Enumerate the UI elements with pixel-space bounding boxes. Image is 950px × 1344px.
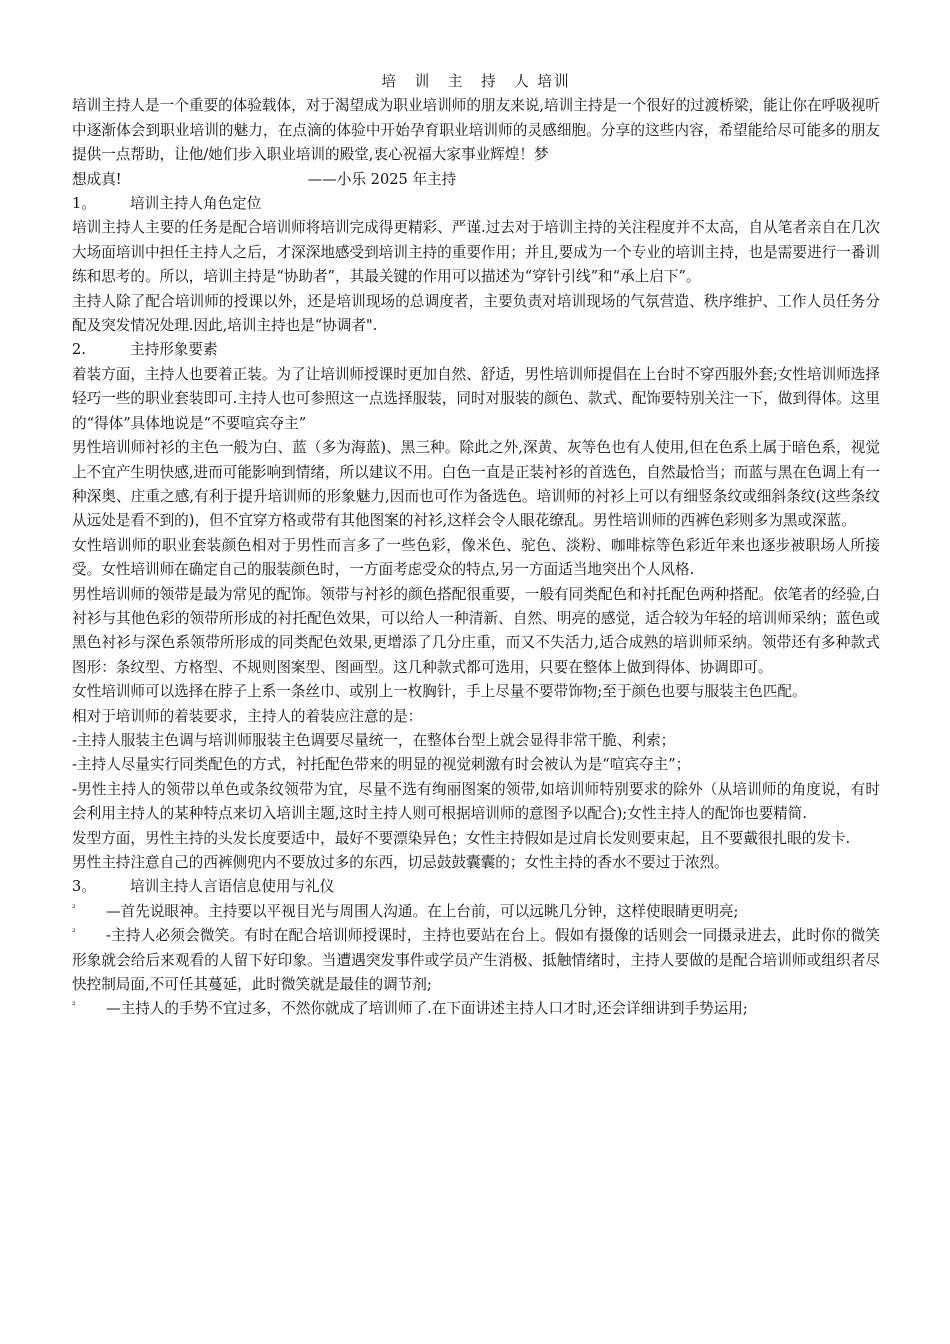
section-1-number: 1。: [72, 195, 96, 213]
section-2-paragraph: 女性培训师的职业套装颜色相对于男性而言多了一些色彩，像米色、驼色、淡粉、咖啡棕等色彩近年来也逐步被职场人所接受。女性培训师在确定自己的服装颜色时，一方面考虑受众的特点,另一方面适当地突出个人风格.: [72, 536, 880, 579]
section-2-number: 2.: [72, 341, 86, 359]
section-3-number: 3。: [72, 878, 96, 896]
section-1-title: 培训主持人角色定位: [130, 195, 262, 213]
section-2-list-item: -主持人服装主色调与培训师服装主色调要尽量统一，在整体台型上就会显得非常干脆、利索；: [72, 731, 676, 749]
section-2-title: 主持形象要素: [130, 341, 218, 359]
section-2-paragraph: 相对于培训师的着装要求，主持人的着装应注意的是：: [72, 707, 423, 725]
section-2-paragraph: 男性培训师衬衫的主色一般为白、蓝（多为海蓝)、黑三种。除此之外,深黄、灰等色也有人使用,但在色系上属于暗色系，视觉上不宜产生明快感,进而可能影响到情绪，所以建议不用。白色一直是正装衬衫的首选色，自然最恰当；而蓝与黑在色调上有一种深奥、庄重之感,有利于提升培训师的形象魅力,因而也可作为备选色。培训师的衬衫上可以有细竖条纹或细斜条纹(这些条纹从远处是看不到的)，但不宜穿方格或带有其他图案的衬衫,这样会令人眼花缭乱。男性培训师的西裤色彩则多为黑或深蓝。: [72, 439, 880, 530]
section-3-title: 培训主持人言语信息使用与礼仪: [130, 878, 335, 896]
section-1-paragraph: 培训主持人主要的任务是配合培训师将培训完成得更精彩、严谨.过去对于培训主持的关注程度并不太高，自从笔者亲自在几次大场面培训中担任主持人之后，才深深地感受到培训主持的重要作用；并且,要成为一个专业的培训主持，也是需要进行一番训练和思考的。所以，培训主持是“协助者”，其最关键的作用可以描述为“穿针引线”和“承上启下”。: [72, 219, 880, 286]
section-3-bullet-item: [72, 924, 880, 997]
section-2-list-item: -男性主持人的领带以单色或条纹领带为宜，尽量不选有绚丽图案的领带,如培训师特别要求的除外（从培训师的角度说，有时会利用主持人的某种特点来切入培训主题,这时主持人则可根据培训师的意图予以配合);女性主持人的配饰也要精简.: [72, 780, 880, 823]
bullet-mark-icon: ²: [72, 1001, 76, 1012]
section-2-paragraph: 发型方面，男性主持的头发长度要适中，最好不要漂染异色；女性主持假如是过肩长发则要束起，且不要戴很扎眼的发卡.: [72, 829, 851, 847]
section-3-heading: [72, 875, 880, 899]
section-1-paragraph: 主持人除了配合培训师的授课以外，还是培训现场的总调度者，主要负责对培训现场的气氛营造、秩序维护、工作人员任务分配及突发情况处理.因此,培训主持也是“协调者".: [72, 292, 880, 335]
bullet-text: —首先说眼神。主持要以平视目光与周围人沟通。在上台前，可以远眺几分钟，这样使眼睛更明亮;: [106, 902, 739, 920]
bullet-text: -主持人必须会微笑。有时在配合培训师授课时，主持也要站在台上。假如有摄像的话则会一同摄录进去，此时你的微笑形象就会给后来观看的人留下好印象。当遭遇突发事件或学员产生消极、抵触情绪时，主持人要做的是配合培训师或组织者尽快控制局面,不可任其蔓延，此时微笑就是最佳的调节剂;: [72, 927, 880, 994]
bullet-mark-icon: ²: [72, 928, 76, 939]
bullet-mark-icon: ²: [72, 903, 76, 914]
document-title: 培 训 主 持 人 培训: [381, 73, 571, 90]
section-2-paragraph: 着装方面，主持人也要着正装。为了让培训师授课时更加自然、舒适，男性培训师提倡在上台时不穿西服外套;女性培训师选择轻巧一些的职业套装即可.主持人也可参照这一点选择服装，同时对服装的颜色、款式、配饰要特别关注一下，做到得体。这里的“得体”具体地说是“不要喧宾夺主”: [72, 365, 880, 432]
section-2-paragraph: 女性培训师可以选择在脖子上系一条丝巾、或别上一枚胸针，手上尽量不要带饰物;至于颜色也要与服装主色匹配。: [72, 683, 807, 701]
section-2-list-item: -主持人尽量实行同类配色的方式，衬托配色带来的明显的视觉刺激有时会被认为是“喧宾夺主”；: [72, 756, 691, 774]
section-2-paragraph: 男性培训师的领带是最为常见的配饰。领带与衬衫的颜色搭配很重要，一般有同类配色和衬托配色两种搭配。依笔者的经验,白衬衫与其他色彩的领带所形成的衬托配色效果，可以给人一种清新、自然、明亮的感觉，适合较为年轻的培训师采纳；蓝色或黑色衬衫与深色系领带所形成的同类配色效果,更增添了几分庄重，而又不失活力,适合成熟的培训师采纳。领带还有多种款式图形：条纹型、方格型、不规则图案型、图画型。这几种款式都可选用，只要在整体上做到得体、协调即可。: [72, 585, 880, 676]
section-2-paragraph: 男性主持注意自己的西裤侧兜内不要放过多的东西，切忌鼓鼓囊囊的；女性主持的香水不要过于浓烈。: [72, 854, 729, 871]
bullet-text: —主持人的手势不宜过多，不然你就成了培训师了.在下面讲述主持人口才时,还会详细讲到手势运用;: [106, 1000, 748, 1018]
intro-closing-line: [72, 168, 880, 192]
intro-last-words: 想成真!: [72, 170, 122, 188]
section-3-bullet-item: [72, 997, 880, 1021]
signature: ——小乐 2025 年主持: [307, 170, 457, 188]
section-2-heading: [72, 338, 880, 362]
intro-paragraph: 培训主持人是一个重要的体验载体，对于渴望成为职业培训师的朋友来说,培训主持是一个很好的过渡桥梁，能让你在呼吸视听中逐渐体会到职业培训的魅力，在点滴的体验中开始孕育职业培训师的灵感细胞。分享的这些内容，希望能给尽可能多的朋友提供一点帮助，让他/她们步入职业培训的殿堂,衷心祝福大家事业辉煌！梦: [72, 97, 880, 164]
section-1-heading: [72, 192, 880, 216]
section-3-bullet-item: [72, 900, 880, 924]
